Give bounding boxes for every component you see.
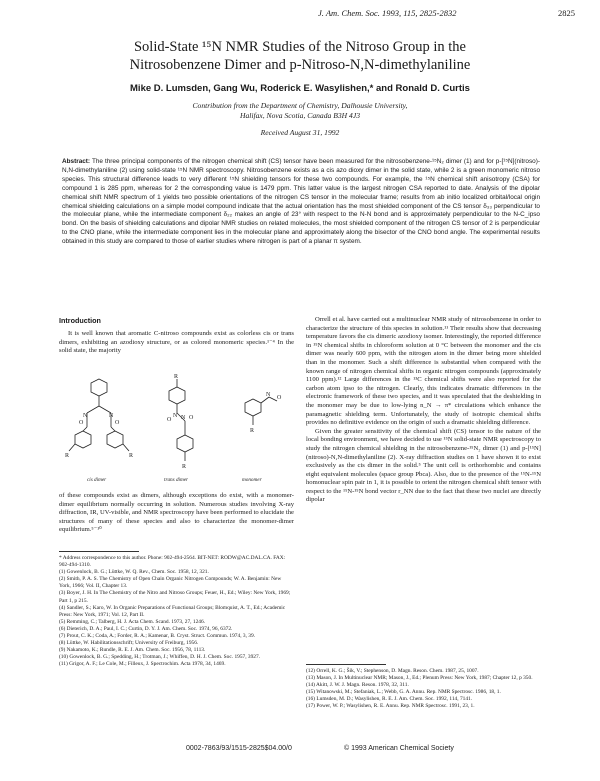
- footnote-left: (5) Remming, C.; Talberg, H. J. Acta Chem. Scand. 1973, 27, 1246.: [59, 618, 206, 625]
- footnote-right: (12) Orrell, K. G.; Šik, V.; Stephenson, D. Magn. Reson. Chem. 1987, 25, 1007.: [306, 668, 479, 674]
- footnote-left: * Address correspondence to this author. Phone: 902-494-2564. BIT-NET: RODW@AC.DAL.CA. FAX: 902-494-1310.: [59, 555, 286, 569]
- intro-paragraph-1-text: It is well known that aromatic C-nitroso compounds exist as colorless cis or trans dimers, exhibiting an azodioxy structure, or as colored monomeric species.¹⁻⁴ In the solid state, the majority: [59, 330, 294, 355]
- structure-figure: [59, 369, 294, 489]
- abstract: [62, 158, 540, 247]
- page-number: 2825: [558, 8, 575, 18]
- cis-phenyl-ring-top: [91, 379, 107, 396]
- trans-r-bottom-substituent: R: [182, 464, 187, 470]
- trans-n-top-atom: N: [173, 413, 178, 419]
- received-date: Received August 31, 1992: [260, 128, 340, 137]
- affiliation-line-2: Halifax, Nova Scotia, Canada B3H 4J3: [239, 111, 360, 120]
- figure-label-trans: trans dimer: [164, 477, 189, 483]
- footnote-right: (17) Power, W. P.; Wasylishen, R. E. Annu. Rep. NMR Spectrosc. 1991, 23, 1.: [306, 703, 475, 710]
- footnote-left: (7) Prout, C. K.; Coda, A.; Forder, R. A.; Kamenar, B. Cryst. Struct. Commun. 1974, 3, 39.: [59, 633, 256, 640]
- footnotes-right: [306, 668, 541, 711]
- trans-phenyl-ring-top: [169, 387, 185, 404]
- cis-r-right-substituent: R: [129, 453, 134, 459]
- footnote-right: (16) Lumsden, M. D.; Wasylishen, R. E. J. Am. Chem. Soc. 1992, 114, 7141.: [306, 696, 473, 703]
- right-paragraph-1: Orrell et al. have carried out a multinuclear NMR study of nitrosobenzene in order to characterize the structure of this species in solution.¹¹ Their results show that decreasing temperature favors the cis dimeric azodioxy isomer. Interestingly, the reported difference in ¹⁵N chemical shifts in chloroform solution at 0 °C between the monomer and the cis dimer was nearly 600 ppm, with the nitrogen atom in the dimer being more shielded than in the monomer. Such a shift difference is substantial when compared with the known range of nitrogen chemical shifts in organic nitrogen compounds (approximately 1100 ppm).¹² Large differences in the ¹³C chemical shifts were also reported for the carbon atom ipso to the nitrogen. Clearly, this indicates dramatic differences in the electronic framework of these two species, and it was speculated that the deshielding in the monomer may be due to low-lying n_N → π* circulations which enhance the paramagnetic shielding term. Unfortunately, the study of isotropic chemical shifts provides no definitive evidence on the origin of such a dramatic shielding difference.: [306, 316, 541, 427]
- figure-label-monomer: monomer: [242, 477, 262, 483]
- page-footer: [0, 745, 600, 757]
- article-title: [40, 38, 560, 74]
- intro-paragraph-2-text: of these compounds exist as dimers, although exceptions do exist, with a monomer-dimer equilibrium normally occurring in solution. Numerous studies involving X-ray diffraction, IR, UV-visible, and NMR spectroscopy have been performed to elucidate the structures of many of these species and also to characterize the monomer-dimer equilibrium.⁵⁻¹⁰: [59, 492, 294, 534]
- title-line-1: Solid-State ¹⁵N NMR Studies of the Nitroso Group in the: [133, 39, 466, 55]
- cis-r-left-substituent: R: [65, 453, 70, 459]
- cis-phenyl-ring-left: [75, 431, 91, 448]
- monomer-o-atom: O: [277, 395, 282, 401]
- trans-r-top-substituent: R: [174, 374, 179, 380]
- footnote-left: (10) Gowenlock, B. G.; Spedding, H.; Trotman, J.; Whiffen, D. H. J. Chem. Soc. 1957, 3927.: [59, 654, 261, 661]
- abstract-label: Abstract:: [62, 158, 91, 165]
- footnote-rule-right: [306, 664, 386, 665]
- footnote-left: (6) Dieterich, D. A.; Paul, I. C.; Curtin, D. Y. J. Am. Chem. Soc. 1974, 96, 6372.: [59, 625, 233, 632]
- footnote-left: (2) Smith, P. A. S. The Chemistry of Open Chain Organic Nitrogen Compounds; W. A. Benjamin: New York, 1966; Vol. II, Chapter 13.: [59, 576, 282, 590]
- trans-n-bottom-atom: N: [181, 415, 186, 421]
- footnote-left: (3) Boyer, J. H. In The Chemistry of the Nitro and Nitroso Groups; Feuer, H., Ed.; Wiley: New York, 1969; Part 1, p 215.: [59, 590, 291, 604]
- cis-o-left-atom: O: [79, 420, 84, 426]
- cis-n-left-atom: N: [83, 413, 88, 419]
- footnote-left: (1) Gowenlock, B. G.; Lüttke, W. Q. Rev., Chem. Soc. 1958, 12, 321.: [59, 569, 209, 576]
- right-column-body: [306, 316, 541, 505]
- right-paragraph-2: Given the greater sensitivity of the chemical shift (CS) tensor to the nature of the local bonding environment, we have decided to use ¹⁵N solid-state NMR spectroscopy to study the nitrogen chemical shielding in the nitrosobenzene-¹⁵N₂ dimer (1) and p-[¹⁵N](nitroso)-N,N-dimethylaniline (2). X-ray diffraction studies on 1 have shown it to exist exclusively as the cis dimer in the solid.⁵ The unit cell is orthorhombic and contains eight equivalent molecules (space group Pbca). Also, due to the presence of the ¹⁵N-¹⁵N homonuclear spin pair in 1, it is possible to orient the nitrogen chemical shift tensor with respect to the ¹⁵N-¹⁵N bond vector r_NN due to the fact that these two nuclei are directly dipolar: [306, 427, 541, 504]
- monomer-phenyl-ring: [245, 399, 261, 416]
- author-list: Mike D. Lumsden, Gang Wu, Roderick E. Wasylishen,* and Ronald D. Curtis: [130, 83, 470, 94]
- title-line-2: Nitrosobenzene Dimer and p-Nitroso-N,N-dimethylaniline: [129, 57, 471, 73]
- trans-o-bottom-atom: O: [189, 415, 194, 421]
- footnote-left: (8) Lüttke, W. Habilitationsschrift; University of Freiburg, 1956.: [59, 640, 199, 647]
- monomer-r-substituent: R: [250, 428, 255, 434]
- running-head: [0, 8, 600, 20]
- cis-o-right-atom: O: [115, 420, 120, 426]
- footnote-right: (13) Mason, J. In Multinuclear NMR; Mason, J., Ed.; Plenum Press: New York, 1987; Chapter 12, p 350.: [306, 675, 533, 682]
- cis-n-right-atom: N: [109, 413, 114, 419]
- monomer-n-atom: N: [266, 392, 271, 398]
- chemical-structures-svg: [59, 369, 294, 489]
- affiliation-line-1: Contribution from the Department of Chemistry, Dalhousie University,: [192, 101, 408, 110]
- copyright-notice: © 1993 American Chemical Society: [344, 745, 454, 752]
- figure-label-cis: cis dimer: [87, 477, 107, 483]
- footnotes-left: [59, 555, 294, 669]
- footnote-right: (14) Akitt, J. W. J. Magn. Reson. 1978, 32, 311.: [306, 682, 409, 689]
- affiliation: [40, 101, 560, 121]
- intro-paragraph-1: [59, 330, 294, 356]
- footnote-left: (11) Grigor, A. F.; Le Cole, M.; Filleux, J. Spectrochim. Acta 1978, 34, 1469.: [59, 661, 226, 668]
- footnote-left: (9) Nakamoto, K.; Rundle, R. E. J. Am. Chem. Soc. 1956, 78, 1113.: [59, 647, 206, 654]
- journal-citation: J. Am. Chem. Soc. 1993, 115, 2825-2832: [318, 8, 457, 18]
- abstract-text: The three principal components of the nitrogen chemical shift (CS) tensor have been measured for the nitrosobenzene-¹⁵N₂ dimer (1) and for p-[¹⁵N](nitroso)-N,N-dimethylaniline (2) using solid-state ¹⁵N NMR spectroscopy. Nitrosobenzene exists as a cis azo dioxy dimer in the solid state, while 2 is a green monomeric nitroso species. This structural difference leads to very different ¹⁵N shielding tensors for these two compounds. For example, the ¹⁵N chemical shift anisotropy (CSA) for compound 1 is 285 ppm, whereas for 2 the corresponding value is 1479 ppm. This latter value is the largest nitrogen CSA reported to date. Analysis of the dipolar chemical shift NMR spectrum of 1 yields two possible orientations of the nitrogen CS tensor in the molecular frame; results from ab initio localized orbital/local origin chemical shielding calculations on a simple model compound indicate that the actual orientation has the most shielded component of the CS tensor δ₃₃ perpendicular to the molecular plane, while the intermediate component δ₂₂ makes an angle of 23° with respect to the N-N bond and is approximately perpendicular to the N-C_ipso bond. On the basis of shielding calculations and dipolar NMR studies on related molecules, the most shielded component of the nitrogen CS tensor of 2 is perpendicular to the CNO plane, while the intermediate component lies in the molecular plane and approximately along the bisector of the CNO bond angle. The experimental results obtained in this study are compared to those of earlier studies where nitrogen is part of a planar π system.: [62, 158, 540, 246]
- trans-phenyl-ring-bottom: [177, 435, 193, 452]
- footnote-rule-left: [59, 551, 139, 552]
- section-heading-introduction: Introduction: [59, 316, 101, 325]
- footnote-right: (15) Witanowski, M.; Stefaniak, L.; Webb, G. A. Annu. Rep. NMR Spectrosc. 1986, 18, 1.: [306, 689, 501, 696]
- intro-paragraph-2: [59, 492, 294, 535]
- trans-o-top-atom: O: [167, 417, 172, 423]
- article-code: 0002-7863/93/1515-2825$04.00/0: [186, 745, 292, 752]
- cis-phenyl-ring-right: [107, 431, 123, 448]
- footnote-left: (4) Sandler, S.; Karo, W. In Organic Preparations of Functional Groups; Blomquist, A. T., Ed.; Academic Press: New York, 1971; Vol. 12, Part II.: [59, 604, 286, 618]
